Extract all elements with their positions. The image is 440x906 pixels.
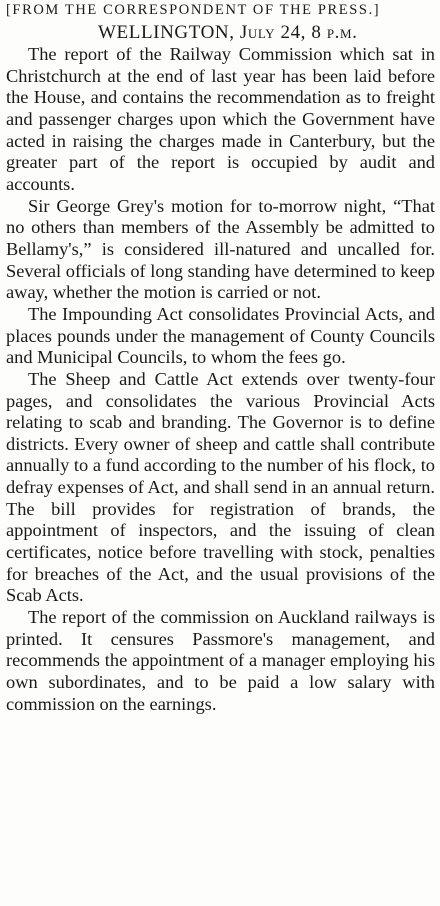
paragraph-auckland-railways: The report of the commission on Auckland railways is printed. It censures Passmore's management, and recommends the appointment of a manager employing his own subordinates, and to be paid a low salary with commission on the earnings.: [6, 607, 435, 714]
paragraph-impounding-act: The Impounding Act consolidates Provincial Acts, and places pounds under the management of County Councils and Municipal Councils, to whom the fees go.: [6, 303, 435, 368]
paragraph-bellamys-motion: Sir George Grey's motion for to-morrow night, “That no others than members of the Assembly be admitted to Bellamy's,” is considered ill-natured and uncalled for. Several officials of long standing have determined to keep away, whether the motion is carried or not.: [6, 195, 435, 303]
paragraph-sheep-cattle-act: The Sheep and Cattle Act extends over twenty-four pages, and consolidates the various Provincial Acts relating to scab and branding. The Governor is to define districts. Every owner of sheep and cattle shall contribute annually to a fund according to the number of his flock, to defray expenses of Act, and shall send in an annual return. The bill provides for registration of brands, the appointment of inspectors, and the issuing of clean certificates, notice before travelling with stock, penalties for breaches of the Act, and the usual provisions of the Scab Acts.: [6, 368, 436, 606]
source-line: [FROM THE CORRESPONDENT OF THE PRESS.]: [6, 2, 381, 18]
dateline: WELLINGTON, July 24, 8 p.m.: [98, 22, 358, 43]
paragraph-railway-commission: The report of the Railway Commission which sat in Christchurch at the end of last year has been laid before the House, and contains the recommendation as to freight and passenger charges upon which the Government have acted in raising the charges made in Canterbury, but the greater part of the report is occupied by audit and accounts.: [6, 44, 435, 194]
